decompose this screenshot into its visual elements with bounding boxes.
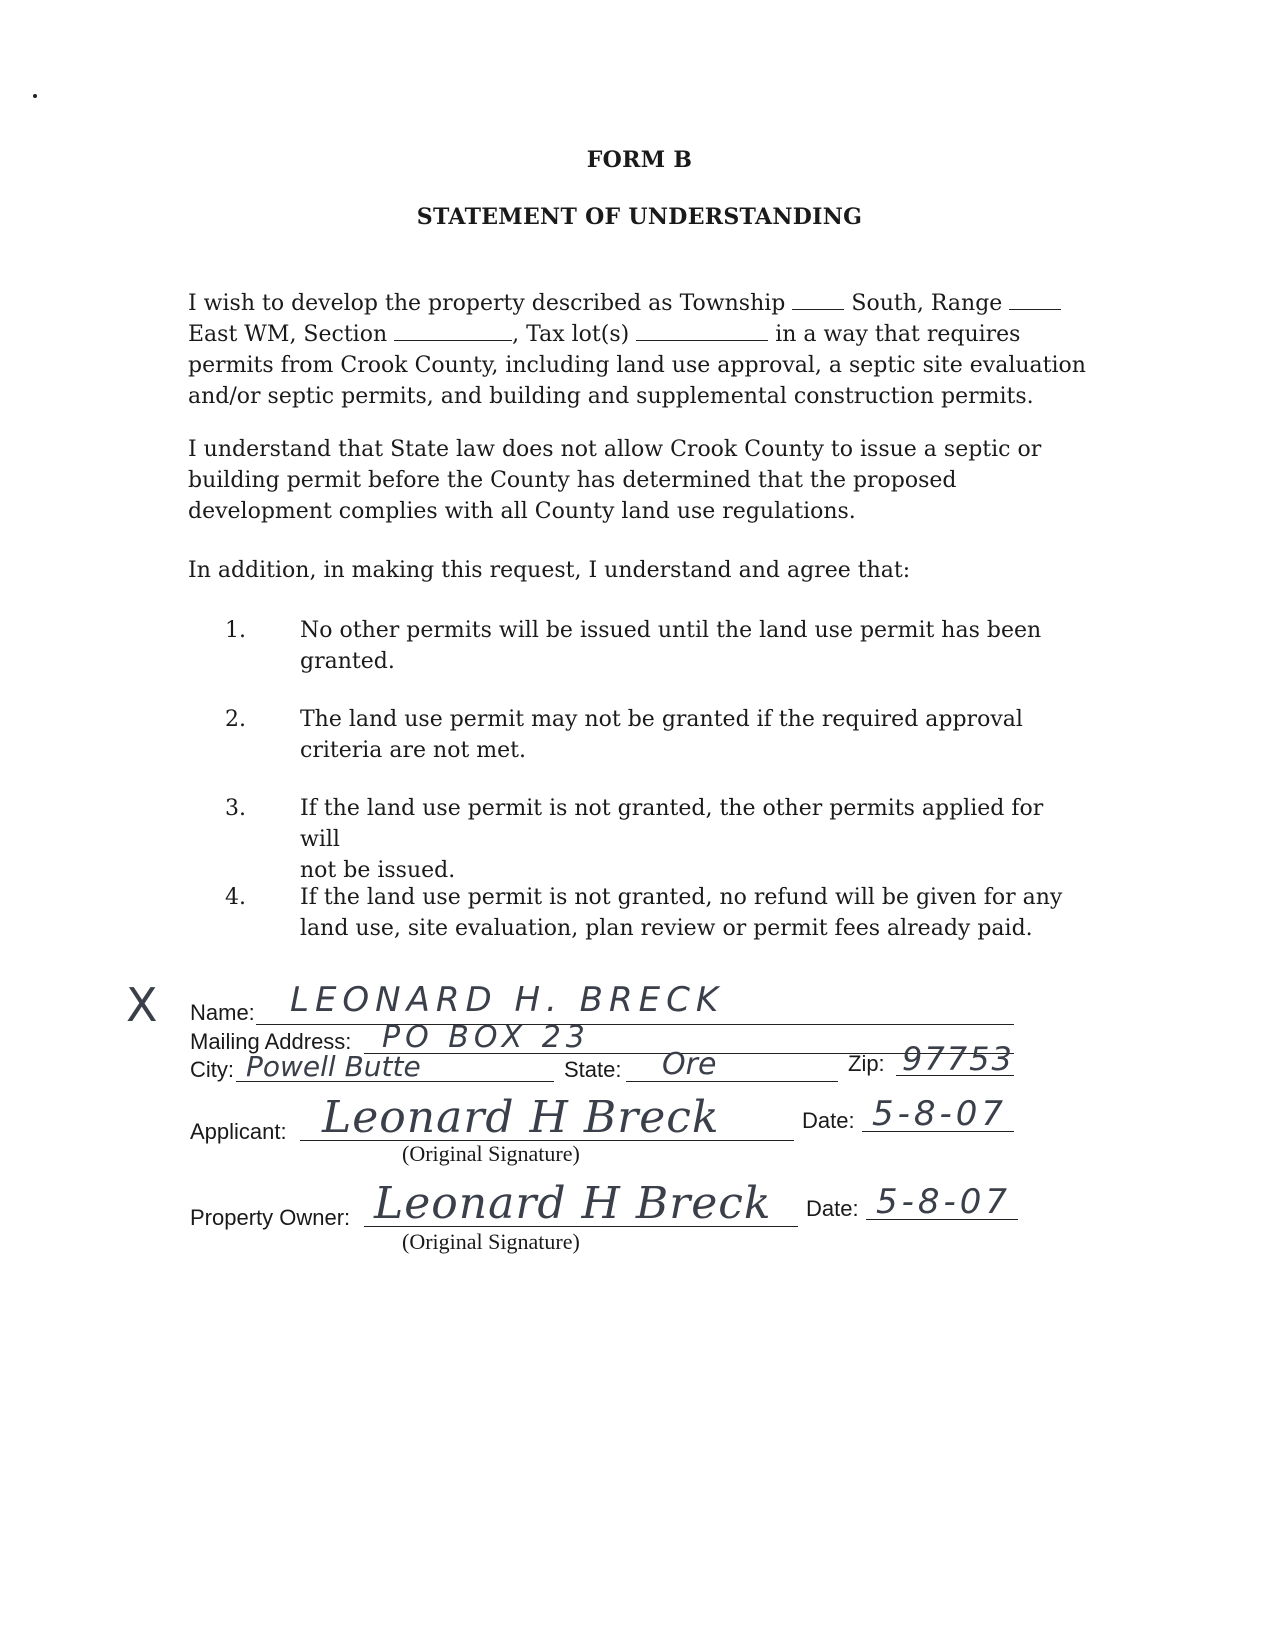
intro-line-3: permits from Crook County, including land use approval, a septic site evaluation — [188, 353, 1086, 378]
list-item-line: criteria are not met. — [300, 738, 527, 763]
section-blank — [394, 339, 512, 341]
owner-signature-caption: (Original Signature) — [402, 1229, 580, 1254]
state-line — [626, 1081, 838, 1082]
applicant-signature[interactable]: Leonard H Breck — [322, 1092, 720, 1143]
state-label: State: — [564, 1057, 622, 1082]
agreement-intro: In addition, in making this request, I understand and agree that: — [188, 558, 911, 583]
applicant-date-field[interactable]: 5-8-07 — [872, 1094, 1008, 1134]
applicant-signature-caption: (Original Signature) — [402, 1141, 580, 1166]
zip-label: Zip: — [848, 1051, 885, 1076]
form-label: FORM B — [586, 147, 693, 173]
intro-paragraph — [188, 288, 1088, 412]
document-title: STATEMENT OF UNDERSTANDING — [416, 204, 863, 230]
list-item-line: The land use permit may not be granted if the required approval — [300, 707, 1023, 732]
list-item-number: 4. — [225, 885, 246, 910]
intro-line-1 — [188, 288, 1088, 319]
list-item-line: not be issued. — [300, 858, 456, 883]
list-item-line: No other permits will be issued until the land use permit has been — [300, 618, 1042, 643]
intro-text-range: South, Range — [851, 291, 1003, 316]
owner-signature[interactable]: Leonard H Breck — [374, 1178, 772, 1229]
list-item-line: If the land use permit is not granted, the other permits applied for will — [300, 796, 1044, 852]
state-law-paragraph — [188, 434, 1088, 527]
owner-date-label: Date: — [806, 1196, 859, 1221]
list-item-number: 1. — [225, 618, 246, 643]
list-item-text — [300, 615, 1080, 677]
intro-text-township: I wish to develop the property described as Township — [188, 291, 786, 316]
list-item-text — [300, 793, 1080, 886]
state-law-line-2: building permit before the County has determined that the proposed — [188, 468, 957, 493]
taxlot-blank — [636, 339, 768, 341]
name-field[interactable]: LEONARD H. BRECK — [290, 980, 725, 1020]
list-item-line: land use, site evaluation, plan review or permit fees already paid. — [300, 916, 1033, 941]
owner-date-field[interactable]: 5-8-07 — [876, 1182, 1012, 1222]
city-field[interactable]: Powell Butte — [246, 1050, 421, 1083]
list-item-line: If the land use permit is not granted, no refund will be given for any — [300, 885, 1063, 910]
city-label: City: — [190, 1057, 234, 1082]
township-blank — [792, 308, 844, 310]
intro-text-taxlot: , Tax lot(s) — [512, 322, 630, 347]
applicant-label: Applicant: — [190, 1119, 287, 1144]
mailing-address-label: Mailing Address: — [190, 1029, 352, 1054]
intro-line-4: and/or septic permits, and building and supplemental construction permits. — [188, 384, 1034, 409]
zip-field[interactable]: 97753 — [902, 1040, 1014, 1078]
state-law-line-3: development complies with all County land use regulations. — [188, 499, 856, 524]
mailing-address-field[interactable]: PO BOX 23 — [382, 1020, 590, 1055]
list-item-line: granted. — [300, 649, 395, 674]
applicant-date-label: Date: — [802, 1108, 855, 1133]
handwritten-x-mark: X — [126, 978, 158, 1032]
scan-speck — [33, 94, 37, 98]
list-item-text — [300, 704, 1080, 766]
list-item-number: 2. — [225, 707, 246, 732]
range-blank — [1009, 308, 1061, 310]
intro-text-requires: in a way that requires — [775, 322, 1021, 347]
name-line — [256, 1024, 1014, 1025]
list-item-number: 3. — [225, 796, 246, 821]
list-item-text — [300, 882, 1080, 944]
state-law-line-1: I understand that State law does not allow Crook County to issue a septic or — [188, 437, 1042, 462]
name-label: Name: — [190, 1000, 255, 1025]
intro-line-2 — [188, 319, 1088, 350]
state-field[interactable]: Ore — [662, 1047, 717, 1082]
property-owner-label: Property Owner: — [190, 1205, 351, 1230]
intro-text-section: East WM, Section — [188, 322, 388, 347]
